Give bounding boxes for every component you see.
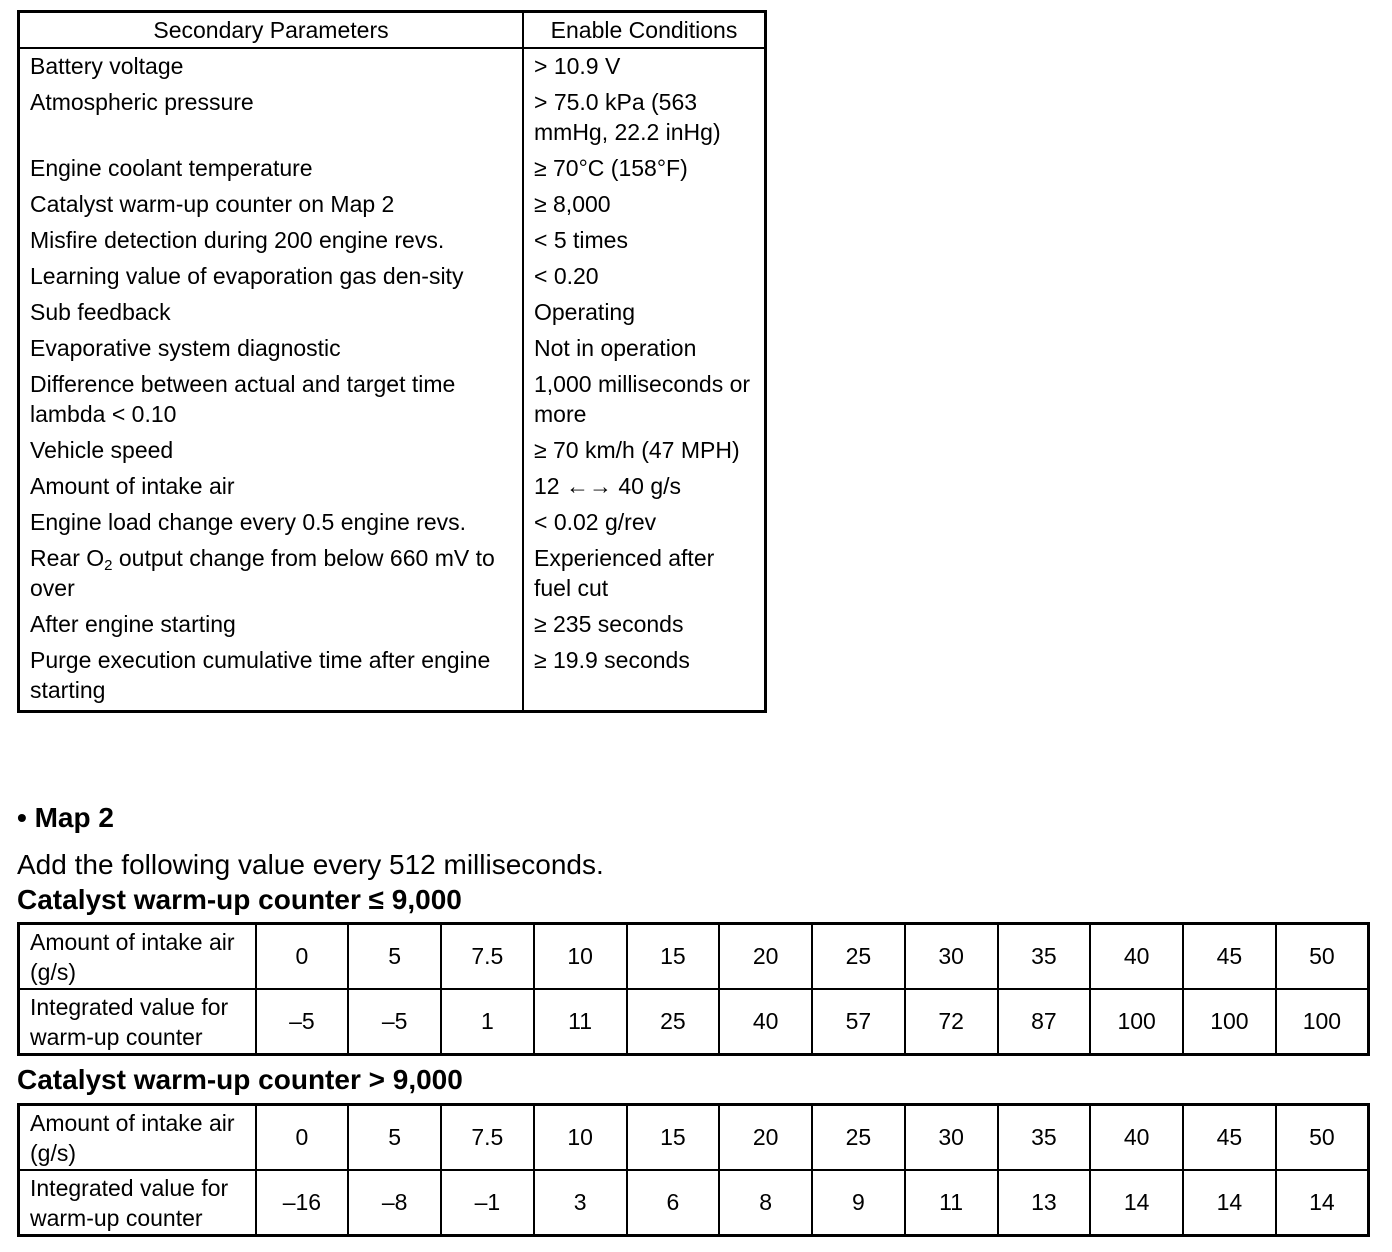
air-cell: 10 [534, 1105, 627, 1171]
table-row [19, 331, 766, 367]
intro-text: Add the following value every 512 milliseconds. [17, 849, 604, 880]
condition-cell: 1,000 milliseconds or more [523, 367, 766, 433]
air-cell: 0 [256, 1105, 349, 1171]
value-cell: 100 [1276, 989, 1369, 1055]
air-cell: 20 [719, 1105, 812, 1171]
intake-air-row [19, 1105, 1369, 1171]
condition-cell: ≥ 235 seconds [523, 607, 766, 643]
air-cell: 7.5 [441, 924, 534, 990]
air-cell: 45 [1183, 924, 1276, 990]
table-row [19, 469, 766, 505]
air-cell: 10 [534, 924, 627, 990]
map-2-heading: • Map 2 [17, 802, 114, 833]
value-cell: 14 [1183, 1170, 1276, 1236]
table-row [19, 643, 766, 712]
param-suffix: output change from below 660 mV to over [30, 545, 495, 601]
value-cell: 100 [1090, 989, 1183, 1055]
condition-cell: ≥ 19.9 seconds [523, 643, 766, 712]
table-row [19, 607, 766, 643]
intake-air-row [19, 924, 1369, 990]
value-cell: 14 [1090, 1170, 1183, 1236]
condition-cell: ≥ 70 km/h (47 MPH) [523, 433, 766, 469]
param-cell: Atmospheric pressure [19, 85, 524, 151]
value-cell: 11 [905, 1170, 998, 1236]
map-table-high-counter [17, 1103, 1370, 1237]
air-cell: 20 [719, 924, 812, 990]
condition-cell: Experienced after fuel cut [523, 541, 766, 607]
table-row [19, 433, 766, 469]
table-row [19, 295, 766, 331]
param-cell: Engine coolant temperature [19, 151, 524, 187]
integrated-value-row [19, 989, 1369, 1055]
air-cell: 15 [627, 1105, 720, 1171]
value-cell: 9 [812, 1170, 905, 1236]
value-cell: 13 [998, 1170, 1091, 1236]
table-row [19, 48, 766, 85]
param-cell: Amount of intake air [19, 469, 524, 505]
param-cell: Battery voltage [19, 48, 524, 85]
condition-cell: < 5 times [523, 223, 766, 259]
table-row [19, 85, 766, 151]
air-cell: 25 [812, 1105, 905, 1171]
air-cell: 35 [998, 924, 1091, 990]
value-cell: –16 [256, 1170, 349, 1236]
condition-cell: ≥ 70°C (158°F) [523, 151, 766, 187]
table-row [19, 151, 766, 187]
value-cell: 14 [1276, 1170, 1369, 1236]
intake-air-label: Amount of intake air (g/s) [19, 1105, 256, 1171]
param-cell: Sub feedback [19, 295, 524, 331]
param-cell: Vehicle speed [19, 433, 524, 469]
value-cell: 11 [534, 989, 627, 1055]
param-cell [19, 541, 524, 607]
table-row [19, 187, 766, 223]
table-row [19, 223, 766, 259]
map-table-low-counter [17, 922, 1370, 1056]
table-row [19, 541, 766, 607]
value-cell: 25 [627, 989, 720, 1055]
header-enable-conditions: Enable Conditions [523, 12, 766, 49]
value-cell: 1 [441, 989, 534, 1055]
value-cell: 87 [998, 989, 1091, 1055]
value-cell: 40 [719, 989, 812, 1055]
value-cell: 72 [905, 989, 998, 1055]
integrated-value-label: Integrated value for warm-up counter [19, 1170, 256, 1236]
map-table-2-heading: Catalyst warm-up counter > 9,000 [17, 1064, 463, 1095]
table-row [19, 367, 766, 433]
header-secondary-parameters: Secondary Parameters [19, 12, 524, 49]
param-cell: Learning value of evaporation gas den-sity [19, 259, 524, 295]
param-cell: After engine starting [19, 607, 524, 643]
param-cell: Evaporative system diagnostic [19, 331, 524, 367]
value-cell: 3 [534, 1170, 627, 1236]
secondary-parameters-table [17, 10, 767, 713]
air-cell: 30 [905, 1105, 998, 1171]
air-cell: 15 [627, 924, 720, 990]
param-cell: Catalyst warm-up counter on Map 2 [19, 187, 524, 223]
value-cell: –5 [348, 989, 441, 1055]
value-cell: 8 [719, 1170, 812, 1236]
value-cell: –8 [348, 1170, 441, 1236]
condition-cell: Operating [523, 295, 766, 331]
condition-cell: > 10.9 V [523, 48, 766, 85]
param-cell: Engine load change every 0.5 engine revs. [19, 505, 524, 541]
air-cell: 45 [1183, 1105, 1276, 1171]
table-header-row [19, 12, 766, 49]
value-cell: 6 [627, 1170, 720, 1236]
condition-cell: > 75.0 kPa (563 mmHg, 22.2 inHg) [523, 85, 766, 151]
air-cell: 25 [812, 924, 905, 990]
value-cell: –5 [256, 989, 349, 1055]
air-cell: 7.5 [441, 1105, 534, 1171]
param-cell: Misfire detection during 200 engine revs. [19, 223, 524, 259]
intake-air-label: Amount of intake air (g/s) [19, 924, 256, 990]
table-row [19, 505, 766, 541]
table-row [19, 259, 766, 295]
condition-cell: ≥ 8,000 [523, 187, 766, 223]
condition-cell: 12 ←→ 40 g/s [523, 469, 766, 505]
integrated-value-label: Integrated value for warm-up counter [19, 989, 256, 1055]
air-cell: 50 [1276, 924, 1369, 990]
condition-cell: < 0.20 [523, 259, 766, 295]
value-cell: 100 [1183, 989, 1276, 1055]
air-cell: 5 [348, 924, 441, 990]
condition-cell: Not in operation [523, 331, 766, 367]
param-subscript: 2 [104, 557, 113, 574]
value-cell: 57 [812, 989, 905, 1055]
condition-cell: < 0.02 g/rev [523, 505, 766, 541]
param-cell: Purge execution cumulative time after engine starting [19, 643, 524, 712]
air-cell: 40 [1090, 924, 1183, 990]
integrated-value-row [19, 1170, 1369, 1236]
air-cell: 50 [1276, 1105, 1369, 1171]
map-table-1-heading: Catalyst warm-up counter ≤ 9,000 [17, 884, 462, 915]
air-cell: 30 [905, 924, 998, 990]
air-cell: 35 [998, 1105, 1091, 1171]
air-cell: 5 [348, 1105, 441, 1171]
param-prefix: Rear O [30, 545, 105, 571]
air-cell: 40 [1090, 1105, 1183, 1171]
param-cell: Difference between actual and target time lambda < 0.10 [19, 367, 524, 433]
value-cell: –1 [441, 1170, 534, 1236]
air-cell: 0 [256, 924, 349, 990]
